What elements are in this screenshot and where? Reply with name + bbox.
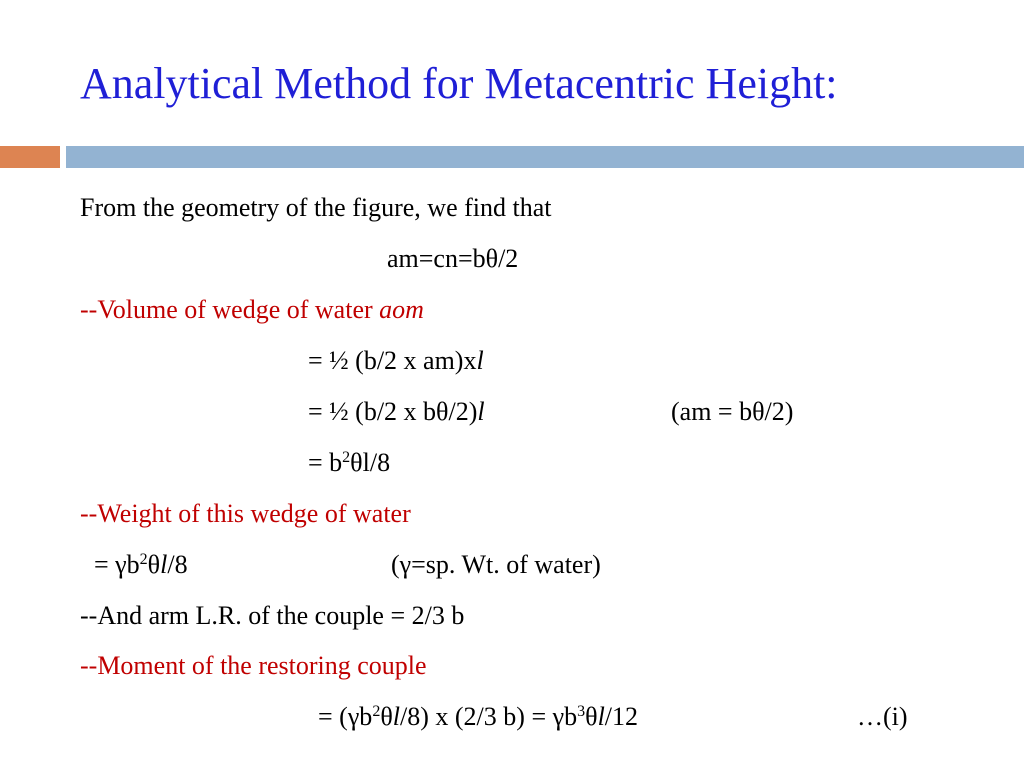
equation-am-cn: am=cn=bθ/2 — [387, 244, 519, 273]
eq-text: θ — [147, 550, 161, 579]
title-divider-accent — [0, 146, 60, 168]
eq-text: = ½ (b/2 x bθ/2) — [308, 397, 478, 426]
heading-volume-aom: aom — [379, 295, 424, 324]
eq-var-l: l — [477, 397, 485, 426]
equation-number: …(i) — [857, 702, 908, 731]
eq-superscript: 2 — [342, 449, 351, 466]
equation-volume-step-2 — [308, 397, 485, 427]
eq-var-l: l — [392, 702, 401, 731]
text-line-1: From the geometry of the figure, we find that — [80, 193, 552, 222]
heading-volume-wedge — [80, 295, 424, 325]
eq-var-l: l — [160, 550, 168, 579]
slide-title: Analytical Method for Metacentric Height: — [80, 59, 838, 108]
eq-var-l: l — [597, 702, 605, 731]
eq-text: = b — [308, 448, 343, 477]
heading-weight-wedge: --Weight of this wedge of water — [80, 499, 411, 528]
eq-superscript: 2 — [372, 703, 381, 720]
eq-text: θ — [380, 702, 393, 731]
text-arm-couple: --And arm L.R. of the couple = 2/3 b — [80, 601, 465, 630]
title-divider-bar — [66, 146, 1024, 168]
equation-volume-step-1 — [308, 346, 484, 376]
eq-text: θl/8 — [350, 448, 391, 477]
eq-text: = γb — [94, 550, 140, 579]
eq-var-l: l — [476, 346, 484, 375]
equation-weight — [94, 550, 188, 580]
eq-text: = ½ (b/2 x am)x — [308, 346, 477, 375]
eq-text: /8) x (2/3 b) = γb — [400, 702, 578, 731]
equation-volume-result — [308, 448, 390, 478]
heading-volume-text: --Volume of wedge of water — [80, 295, 380, 324]
eq-text: θ — [585, 702, 598, 731]
equation-moment — [318, 702, 638, 732]
eq-superscript: 2 — [139, 551, 148, 568]
eq-text: = (γb — [318, 702, 373, 731]
eq-text: /8 — [167, 550, 188, 579]
equation-note-gamma: (γ=sp. Wt. of water) — [391, 550, 601, 579]
heading-moment-couple: --Moment of the restoring couple — [80, 651, 427, 680]
eq-superscript: 3 — [577, 703, 586, 720]
equation-note-am: (am = bθ/2) — [671, 397, 794, 426]
eq-text: /12 — [604, 702, 639, 731]
